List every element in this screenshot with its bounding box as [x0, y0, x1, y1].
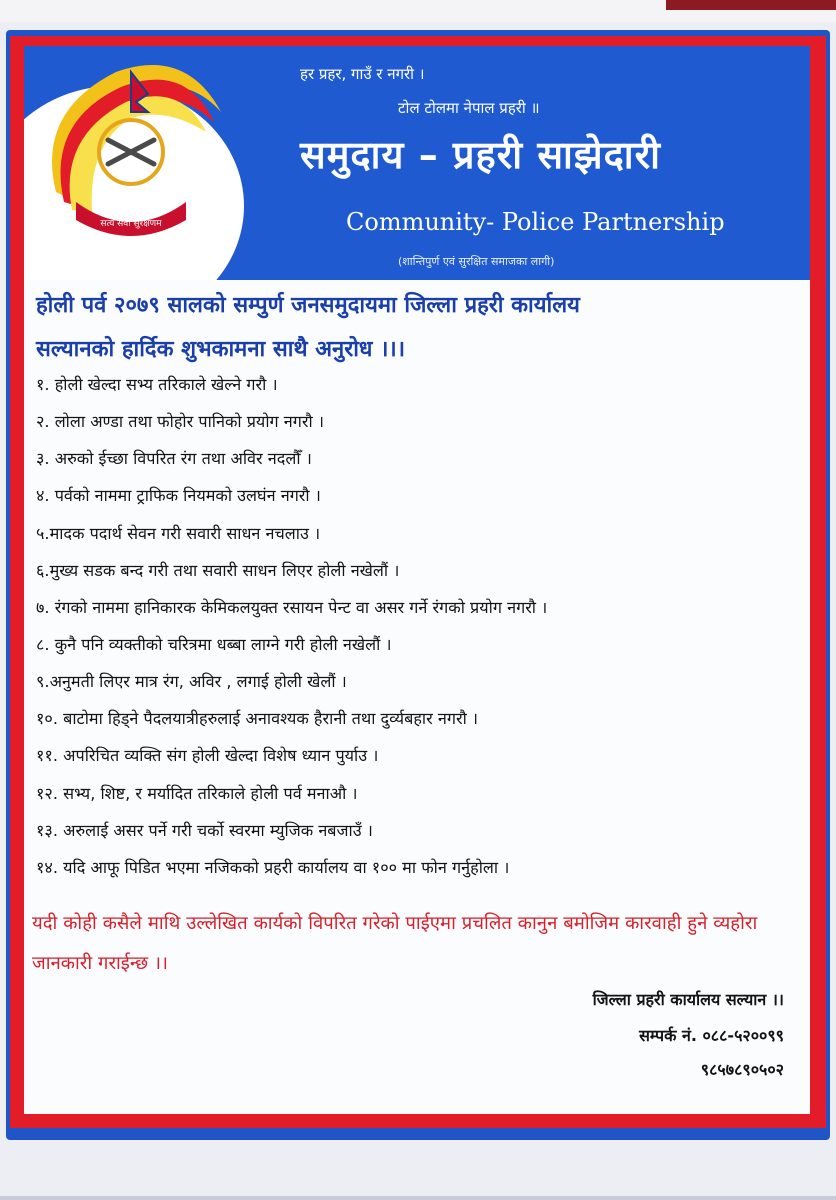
rule-item: २. लोला अण्डा तथा फोहोर पानिको प्रयोग नगरौ । [36, 412, 324, 432]
top-red-edge [666, 0, 836, 10]
top-background-strip [0, 0, 836, 22]
logo-text-line1: नेपाल प्रहरी [112, 204, 150, 214]
signature-office: जिल्ला प्रहरी कार्यालय सल्यान ।। [592, 990, 784, 1009]
rule-item: ८. कुनै पनि व्यक्तीको चरित्रमा धब्बा लाग्ने गरी होली नखेलौं । [36, 634, 392, 654]
banner-tagline-line2: टोल टोलमा नेपाल प्रहरी ॥ [398, 99, 540, 117]
rule-item: ९.अनुमती लिएर मात्र रंग, अविर , लगाई होली खेलौं । [36, 672, 347, 692]
rule-item: ५.मादक पदार्थ सेवन गरी सवारी साधन नचलाउ । [36, 523, 321, 543]
greeting-heading-line1: होली पर्व २०७९ सालको सम्पुर्ण जनसमुदायमा जिल्ला प्रहरी कार्यालय [36, 293, 580, 318]
bottom-divider [0, 1196, 836, 1200]
rule-item: ३. अरुको ईच्छा विपरित रंग तथा अविर नदलौँ । [36, 449, 312, 469]
banner-title: समुदाय – प्रहरी साझेदारी [300, 133, 662, 177]
banner-tagline-line1: हर प्रहर, गाउँ र नगरी । [300, 65, 425, 83]
banner-subtitle: (शान्तिपुर्ण एवं सुरक्षित समाजका लागी) [398, 255, 555, 268]
logo-text-line2: सत्य सेवा सुरक्षणम [100, 219, 162, 229]
signature-contact-number: सम्पर्क नं. ०८८-५२००९९ [639, 1026, 784, 1045]
rule-item: १. होली खेल्दा सभ्य तरिकाले खेल्ने गरौ । [36, 375, 278, 394]
rule-item: १०. बाटोमा हिड्ने पैदलयात्रीहरुलाई अनावश्यक हैरानी तथा दुर्व्यबहार नगरौ । [36, 709, 479, 729]
signature-mobile-number: ९८५७८९०५०२ [700, 1060, 784, 1079]
banner-english-title: Community- Police Partnership [346, 208, 725, 236]
rules-list [36, 366, 806, 886]
rule-item: ४. पर्वको नाममा ट्राफिक नियमको उलघंन नगरौ । [36, 486, 321, 506]
greeting-heading-line2: सल्यानको हार्दिक शुभकामना साथै अनुरोध ।।। [36, 337, 406, 362]
greeting-heading [36, 284, 806, 372]
rule-item: ६.मुख्य सडक बन्द गरी तथा सवारी साधन लिएर होली नखेलौं । [36, 560, 400, 580]
rule-item: १४. यदि आफू पिडित भएमा नजिकको प्रहरी कार्यालय वा १०० मा फोन गर्नुहोला । [36, 857, 510, 877]
legal-warning: यदी कोही कसैले माथि उल्लेखित कार्यको विपरित गरेको पाईएमा प्रचलित कानुन बमोजिम कारवाही हुने व्यहोरा जानकारी गराईन्छ ।। [32, 913, 758, 974]
nepal-police-emblem-icon [36, 52, 226, 242]
rule-item: ७. रंगको नाममा हानिकारक केमिकलयुक्त रसायन पेन्ट वा असर गर्ने रंगको प्रयोग नगरौ । [36, 597, 548, 617]
rule-item: १३. अरुलाई असर पर्ने गरी चर्को स्वरमा म्युजिक नबजाउँ । [36, 820, 373, 840]
rule-item: ११. अपरिचित व्यक्ति संग होली खेल्दा विशेष ध्यान पुर्याउ । [36, 746, 379, 766]
rule-item: १२. सभ्य, शिष्ट, र मर्यादित तरिकाले होली पर्व मनाऔ । [36, 783, 358, 803]
